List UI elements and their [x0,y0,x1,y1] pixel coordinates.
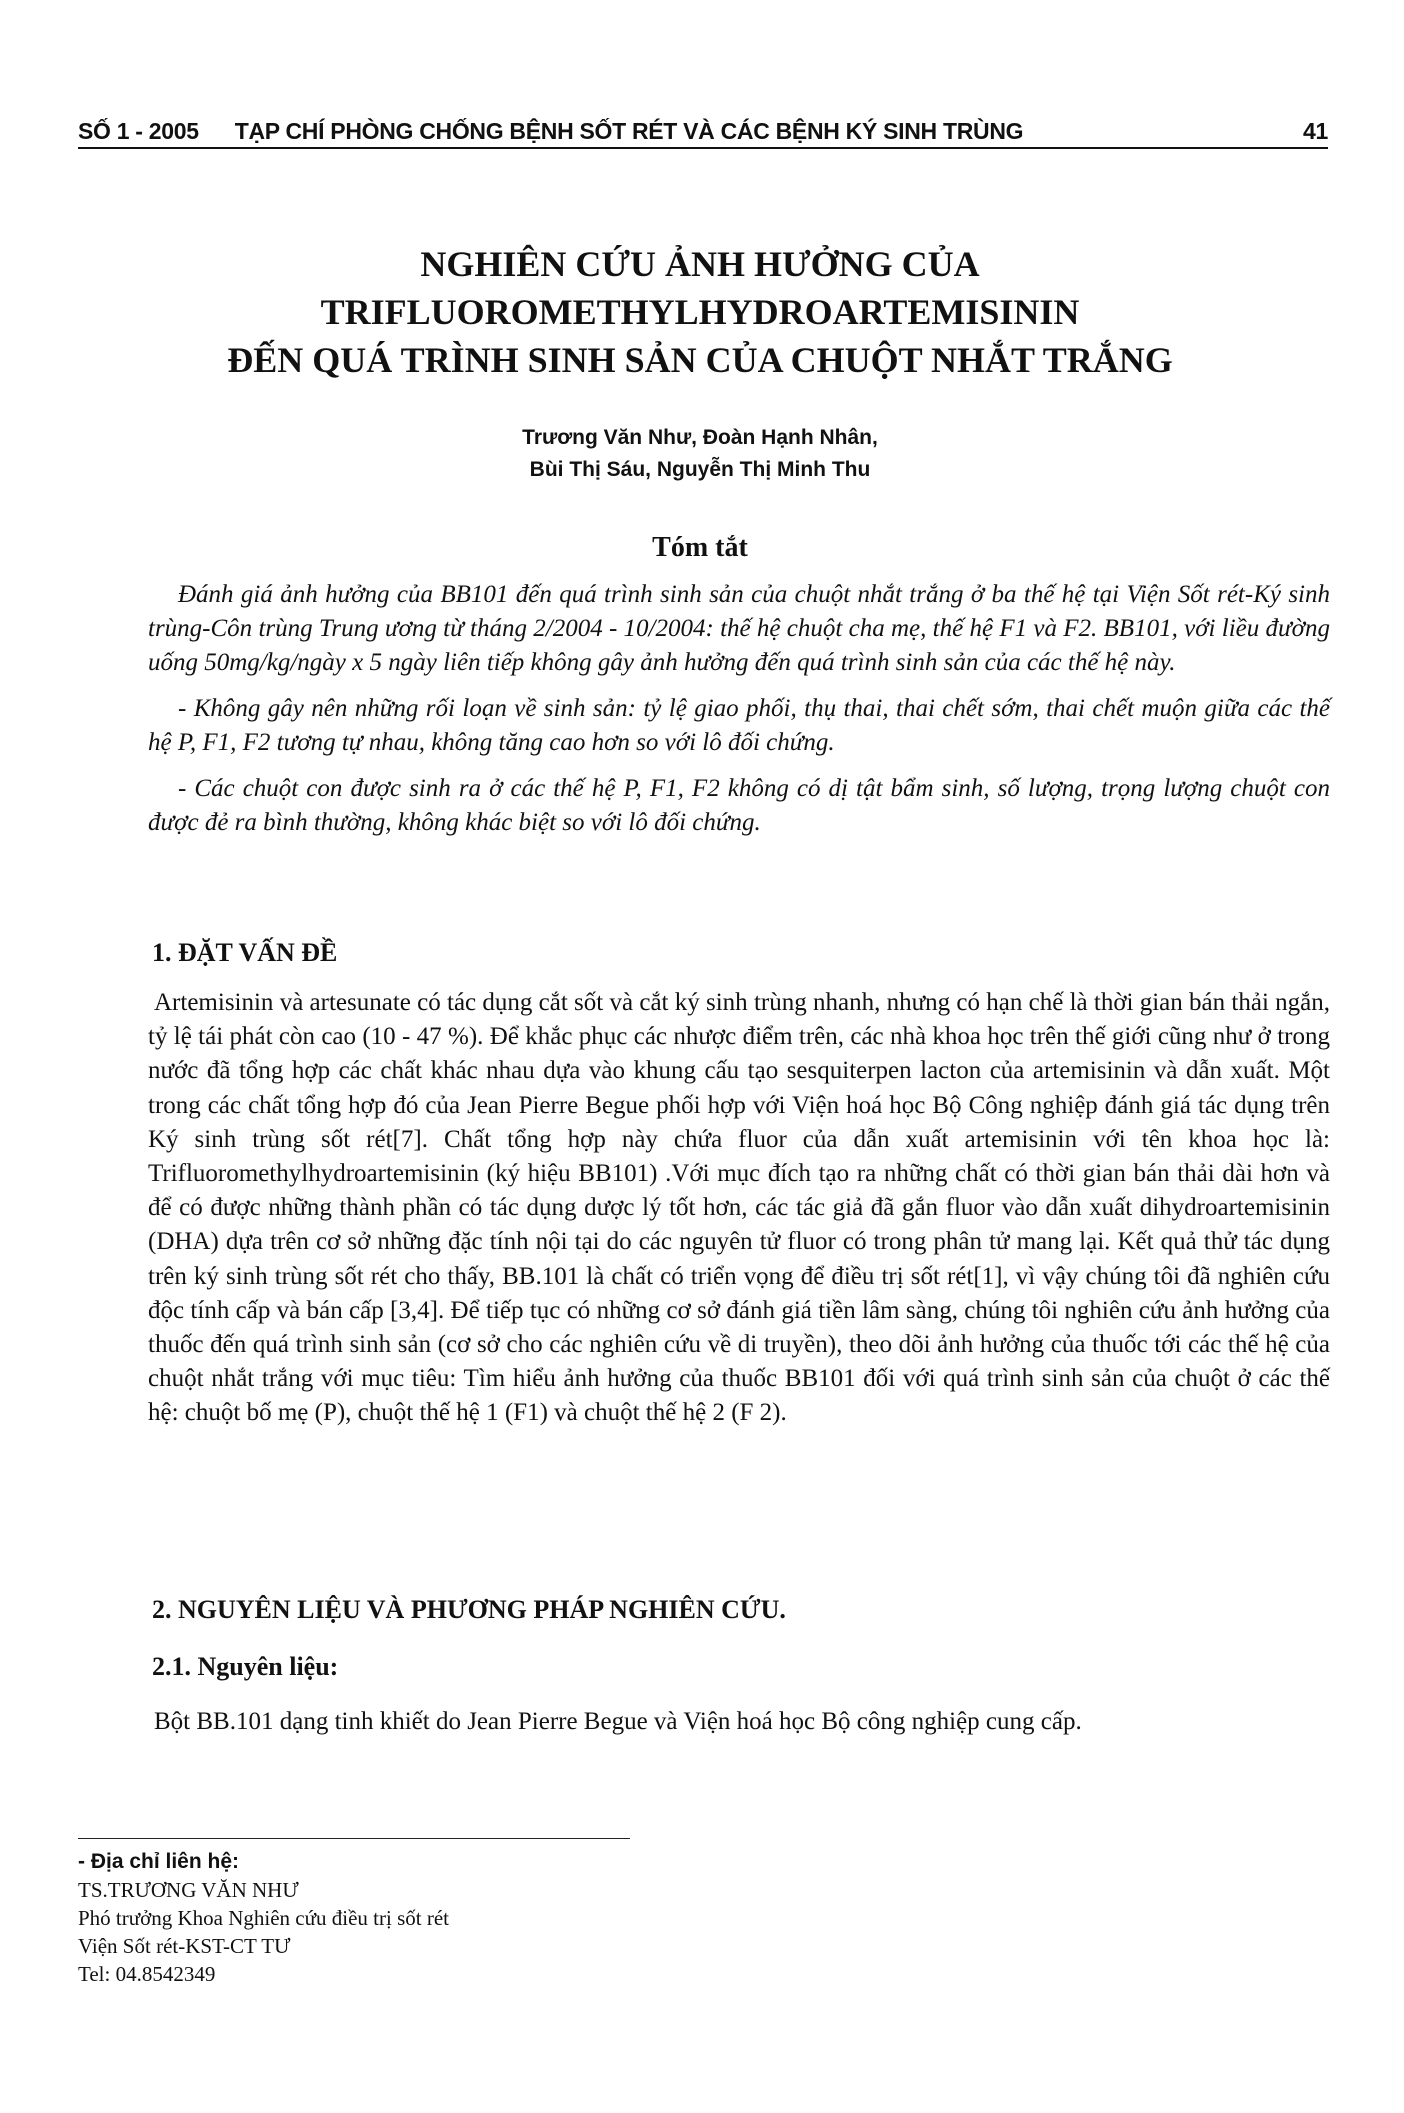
title-line-3: ĐẾN QUÁ TRÌNH SINH SẢN CỦA CHUỘT NHẮT TRẮNG [227,340,1173,380]
section-1-heading: 1. ĐẶT VẤN ĐỀ [152,938,338,967]
title-line-2: TRIFLUOROMETHYLHYDROARTEMISININ [320,292,1080,332]
section-2-1-body [148,1705,1330,1739]
issue-number: SỐ 1 - 2005 [78,118,199,144]
section-1-body [148,986,1330,1431]
abstract-paragraph-3: - Các chuột con được sinh ra ở các thế hệ P, F1, F2 không có dị tật bẩm sinh, số lượng, trọng lượng chuột con được đẻ ra bình thường, không khác biệt so với lô đối chứng. [148,775,1330,836]
footnote-label: - Địa chỉ liên hệ: [78,1850,240,1873]
contact-tel: Tel: 04.8542349 [78,1962,216,1986]
article-title [150,240,1250,384]
footnote-divider [78,1838,630,1839]
authors-line-1: Trương Văn Như, Đoàn Hạnh Nhân, [522,426,878,449]
section-2-heading: 2. NGUYÊN LIỆU VÀ PHƯƠNG PHÁP NGHIÊN CỨU. [152,1595,786,1624]
abstract-heading: Tóm tắt [652,532,748,563]
abstract-paragraph-1: Đánh giá ảnh hưởng của BB101 đến quá trình sinh sản của chuột nhắt trắng ở ba thế hệ tại Viện Sốt rét-Ký sinh trùng-Côn trùng Trung ương từ tháng 2/2004 - 10/2004: thế hệ chuột cha mẹ, thế hệ F1 và F2. BB101, với liều đường uống 50mg/kg/ngày x 5 ngày liên tiếp không gây ảnh hưởng đến quá trình sinh sản của các thế hệ này. [148,581,1330,676]
abstract-paragraph-2: - Không gây nên những rối loạn về sinh sản: tỷ lệ giao phối, thụ thai, thai chết sớm, thai chết muộn giữa các thế hệ P, F1, F2 tương tự nhau, không tăng cao hơn so với lô đối chứng. [148,695,1330,756]
journal-name: TẠP CHÍ PHÒNG CHỐNG BỆNH SỐT RÉT VÀ CÁC BỆNH KÝ SINH TRÙNG [234,118,1024,144]
contact-name: TS.TRƯƠNG VĂN NHƯ [78,1878,299,1902]
authors-line-2: Bùi Thị Sáu, Nguyễn Thị Minh Thu [529,458,871,481]
author-list [300,422,1100,486]
abstract [148,578,1330,852]
intro-paragraph: Artemisinin và artesunate có tác dụng cắt sốt và cắt ký sinh trùng nhanh, nhưng có hạn chế là thời gian bán thải ngắn, tỷ lệ tái phát còn cao (10 - 47 %). Để khắc phục các nhược điểm trên, các nhà khoa học trên thế giới cũng như ở trong nước đã tổng hợp các chất khác nhau dựa vào khung cấu tạo sesquiterpen lacton của artemisinin và dẫn xuất. Một trong các chất tổng hợp đó của Jean Pierre Begue phối hợp với Viện hoá học Bộ Công nghiệp đánh giá tác dụng trên Ký sinh trùng sốt rét[7]. Chất tổng hợp này chứa fluor của dẫn xuất artemisinin với tên khoa học là: Trifluoromethylhydroartemisinin (ký hiệu BB101) .Với mục đích tạo ra những chất có thời gian bán thải dài hơn và để có được những thành phần có tác dụng dược lý tốt hơn, các tác giả đã gắn fluor vào dẫn xuất dihydroartemisinin (DHA) dựa trên cơ sở những đặc tính nội tại do các nguyên tử fluor có trong phân tử mang lại. Kết quả thử tác dụng trên ký sinh trùng sốt rét cho thấy, BB.101 là chất có triển vọng để điều trị sốt rét[1], vì vậy chúng tôi đã nghiên cứu độc tính cấp và bán cấp [3,4]. Để tiếp tục có những cơ sở đánh giá tiền lâm sàng, chúng tôi nghiên cứu ảnh hưởng của thuốc đến quá trình sinh sản (cơ sở cho các nghiên cứu về di truyền), theo dõi ảnh hưởng của thuốc tới các thế hệ của chuột nhắt trắng với mục tiêu: Tìm hiểu ảnh hưởng của thuốc BB101 đối với quá trình sinh sản của chuột ở các thế hệ: chuột bố mẹ (P), chuột thế hệ 1 (F1) và chuột thế hệ 2 (F 2). [148,989,1330,1427]
title-line-1: NGHIÊN CỨU ẢNH HƯỞNG CỦA [420,244,980,284]
running-header [78,118,1328,149]
contact-position: Phó trưởng Khoa Nghiên cứu điều trị sốt rét [78,1906,449,1930]
subsection-2-1-heading: 2.1. Nguyên liệu: [152,1652,339,1681]
contact-institute: Viện Sốt rét-KST-CT TƯ [78,1934,291,1958]
page-number: 41 [1303,118,1328,144]
materials-paragraph: Bột BB.101 dạng tinh khiết do Jean Pierre Begue và Viện hoá học Bộ công nghiệp cung cấp. [154,1708,1082,1735]
contact-footnote [78,1848,778,1988]
